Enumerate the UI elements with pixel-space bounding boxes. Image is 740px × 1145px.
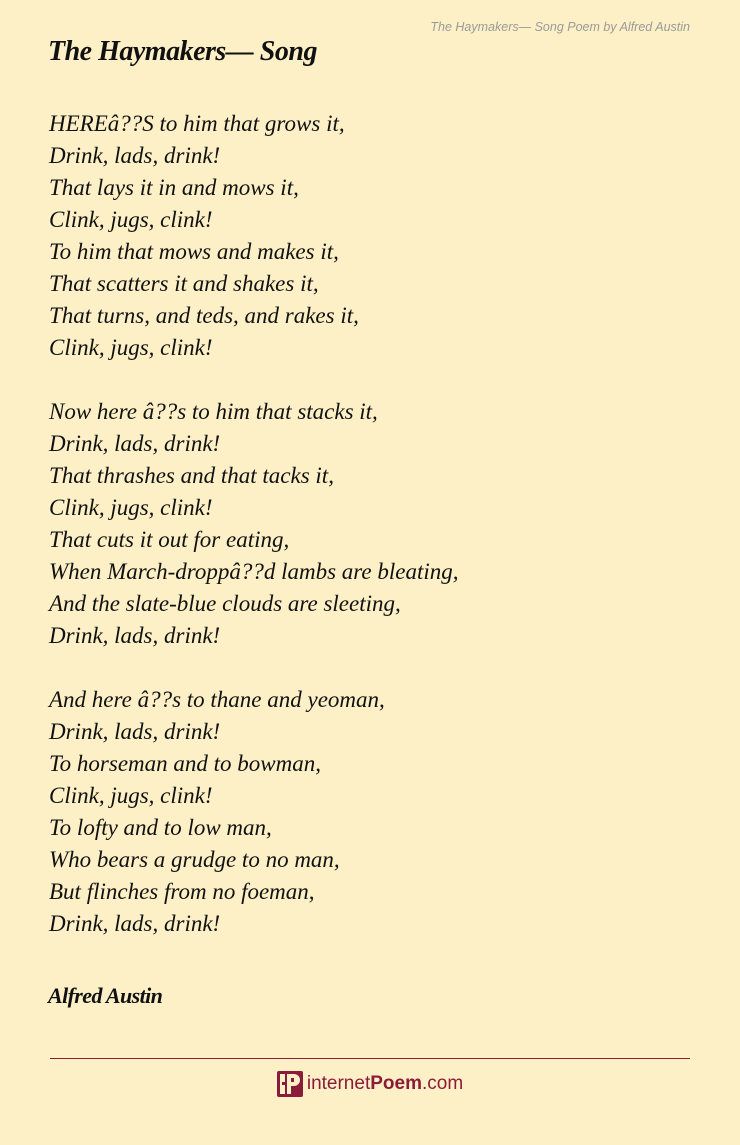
- poem-line: That thrashes and that tacks it,: [49, 463, 334, 488]
- poem-line: Drink, lads, drink!: [49, 911, 221, 936]
- poem-line: That lays it in and mows it,: [49, 175, 299, 200]
- poem-line: Drink, lads, drink!: [49, 719, 221, 744]
- poem-line: Drink, lads, drink!: [49, 431, 221, 456]
- stanza-1: [49, 108, 689, 364]
- poem-line: Clink, jugs, clink!: [49, 783, 213, 808]
- logo-text-com: .com: [421, 1073, 464, 1094]
- stanza-3: [49, 684, 689, 940]
- poem-line: Clink, jugs, clink!: [49, 335, 213, 360]
- poem-line: That turns, and teds, and rakes it,: [49, 303, 359, 328]
- poem-line: But flinches from no foeman,: [49, 879, 315, 904]
- logo-text-internet: internet: [306, 1073, 371, 1094]
- poem-line: Who bears a grudge to no man,: [49, 847, 340, 872]
- footer-divider: [50, 1058, 690, 1059]
- poem-line: HEREâ??S to him that grows it,: [49, 111, 345, 136]
- poem-line: That scatters it and shakes it,: [49, 271, 319, 296]
- poem-line: Clink, jugs, clink!: [49, 207, 213, 232]
- poem-line: Now here â??s to him that stacks it,: [49, 399, 378, 424]
- poem-title: The Haymakers— Song: [48, 36, 317, 67]
- poem-line: And the slate-blue clouds are sleeting,: [49, 591, 401, 616]
- stanza-2: [49, 396, 689, 652]
- logo-text-poem: Poem: [370, 1073, 422, 1094]
- site-logo-link[interactable]: [0, 1071, 740, 1097]
- internetpoem-logo-icon: [277, 1071, 303, 1097]
- poem-line: Drink, lads, drink!: [49, 623, 221, 648]
- poem-line: When March-droppâ??d lambs are bleating,: [49, 559, 459, 584]
- poem-line: Clink, jugs, clink!: [49, 495, 213, 520]
- poem-line: To horseman and to bowman,: [49, 751, 321, 776]
- poem-author: Alfred Austin: [48, 983, 163, 1008]
- poem-line: To lofty and to low man,: [49, 815, 272, 840]
- poem-body: [49, 108, 689, 972]
- poem-line: And here â??s to thane and yeoman,: [49, 687, 385, 712]
- header-caption: The Haymakers— Song Poem by Alfred Austin: [430, 20, 690, 34]
- poem-line: Drink, lads, drink!: [49, 143, 221, 168]
- poem-line: That cuts it out for eating,: [49, 527, 290, 552]
- poem-line: To him that mows and makes it,: [49, 239, 339, 264]
